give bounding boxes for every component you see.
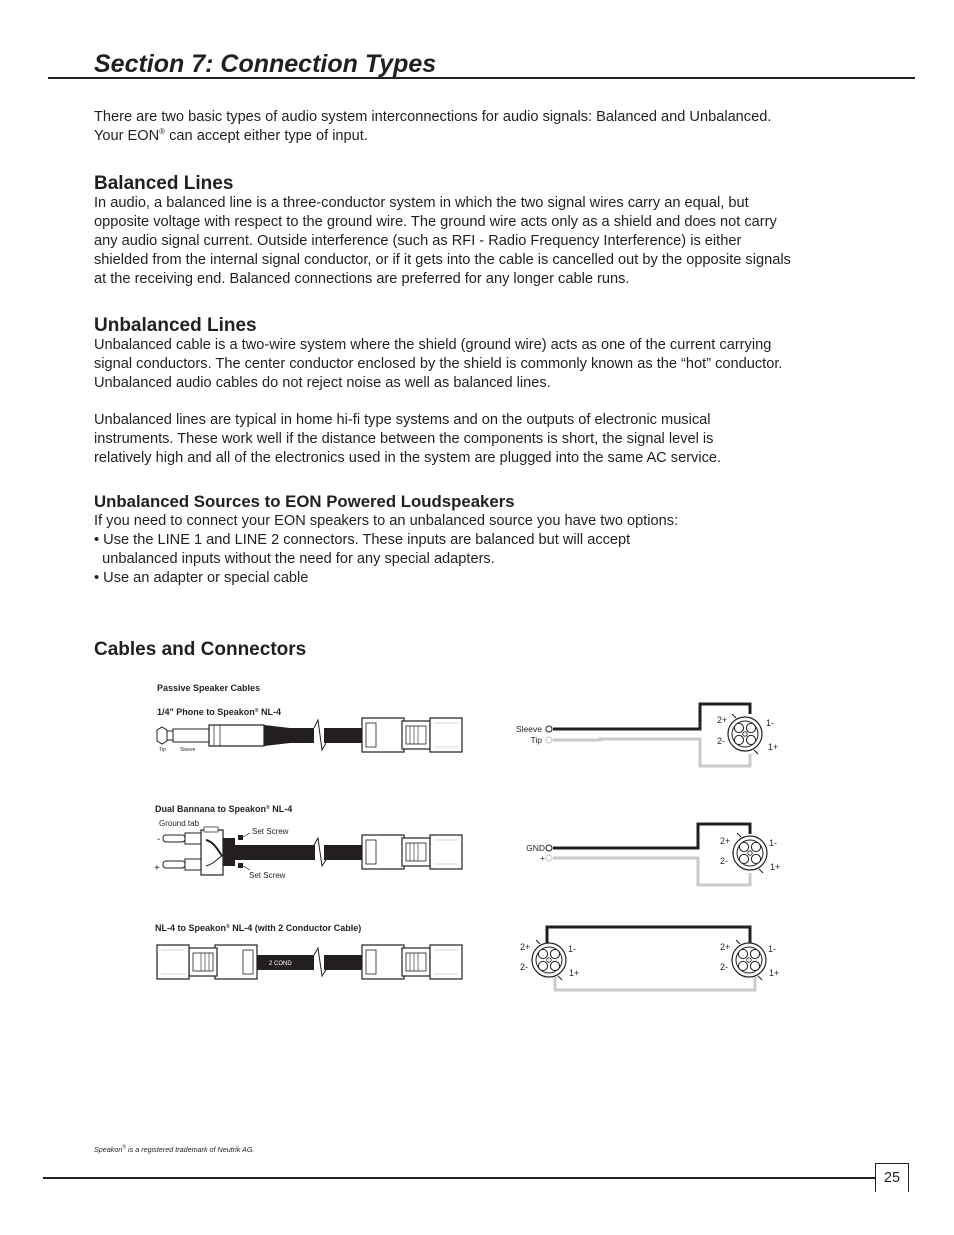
page-number: 25 xyxy=(875,1163,909,1192)
speakon-face xyxy=(732,940,766,980)
registered-mark: ® xyxy=(159,127,166,137)
text-line: opposite voltage with respect to the ground wire. The ground wire acts only as a shield and does not carry xyxy=(94,214,777,230)
minus-label: - xyxy=(157,834,161,845)
pin-label-1minus: 1- xyxy=(766,718,775,728)
pin-label-2minus: 2- xyxy=(717,736,726,746)
bullet-continuation: unbalanced inputs without the need for any special adapters. xyxy=(94,551,495,567)
speakon-nl4-plug xyxy=(362,945,462,979)
sources-heading: Unbalanced Sources to EON Powered Loudspeakers xyxy=(94,492,515,511)
pin-label-2plus: 2+ xyxy=(520,942,531,952)
text-line: instruments. These work well if the distance between the components is short, the signal level is xyxy=(94,431,714,447)
trademark-note xyxy=(94,1145,254,1154)
pin-label-1plus: 1+ xyxy=(569,968,580,978)
speakon-face xyxy=(733,833,767,873)
text-line: If you need to connect your EON speakers to an unbalanced source you have two options: xyxy=(94,513,679,529)
cable3-title: NL-4 to Speakon® NL-4 (with 2 Conductor Cable) xyxy=(155,923,362,933)
cables-heading: Cables and Connectors xyxy=(94,639,307,660)
cable1-jacket xyxy=(290,720,362,750)
text-line: any audio signal current. Outside interference (such as RFI - Radio Frequency Interference) is either xyxy=(94,233,742,249)
wiring1-tip-label: Tip xyxy=(530,735,542,745)
text-line: Unbalanced cable is a two-wire system where the shield (ground wire) acts as one of the current carrying xyxy=(94,337,772,353)
section-title: Section 7: Connection Types xyxy=(94,50,437,78)
speakon-face xyxy=(728,714,762,754)
text-line: Unbalanced lines are typical in home hi-fi type systems and on the outputs of electronic musical xyxy=(94,412,711,428)
cable2-title: Dual Bannana to Speakon® NL-4 xyxy=(155,804,293,814)
speakon-nl4-plug-left xyxy=(157,945,257,979)
set-screw-label-top: Set Screw xyxy=(252,827,289,836)
bullet-item: • Use an adapter or special cable xyxy=(94,570,309,586)
pin-label-2minus: 2- xyxy=(520,962,529,972)
wiring-diagram-3 xyxy=(532,927,766,990)
pin-label-1minus: 1- xyxy=(568,944,577,954)
text-line: shielded from the internal signal conductor, or if it gets into the cable is cancelled out by the opposite signals xyxy=(94,252,791,268)
speakon-nl4-plug xyxy=(362,718,462,752)
wiring1-sleeve-label: Sleeve xyxy=(516,724,542,734)
bullet-item: • Use the LINE 1 and LINE 2 connectors. These inputs are balanced but will accept xyxy=(94,532,631,548)
pin-label-1plus: 1+ xyxy=(769,968,780,978)
cable1-title: 1/4" Phone to Speakon® NL-4 xyxy=(157,707,281,717)
trademark-pre: Speakon xyxy=(94,1145,123,1154)
text-line: Unbalanced audio cables do not reject noise as well as balanced lines. xyxy=(94,375,551,391)
pin-label-1minus: 1- xyxy=(769,838,778,848)
pin-label-2minus: 2- xyxy=(720,856,729,866)
balanced-heading: Balanced Lines xyxy=(94,173,234,194)
text-line: at the receiving end. Balanced connections are preferred for any longer cable runs. xyxy=(94,271,630,287)
pin-label-2minus: 2- xyxy=(720,962,729,972)
text-line: In audio, a balanced line is a three-conductor system in which the two signal wires carry an equal, but xyxy=(94,195,749,211)
sleeve-label: Sleeve xyxy=(180,747,196,753)
text-line: signal conductors. The center conductor enclosed by the shield is commonly known as the “hot” conductor. xyxy=(94,356,783,372)
footer-rule xyxy=(43,1177,875,1179)
pin-label-1plus: 1+ xyxy=(768,742,779,752)
pin-label-1minus: 1- xyxy=(768,944,777,954)
pin-label-2plus: 2+ xyxy=(717,715,728,725)
intro-line-2-post: can accept either type of input. xyxy=(165,128,368,144)
unbalanced-heading: Unbalanced Lines xyxy=(94,315,257,336)
intro-line-1: There are two basic types of audio system interconnections for audio signals: Balanced and Unbalanced. xyxy=(94,109,772,125)
trademark-post: is a registered trademark of Neutrik AG. xyxy=(126,1145,255,1154)
speakon-nl4-plug xyxy=(362,835,462,869)
wiring2-gnd-label: GND xyxy=(526,843,545,853)
passive-cables-title: Passive Speaker Cables xyxy=(157,683,261,693)
wiring-diagram-2 xyxy=(546,824,767,885)
registered-mark: ® xyxy=(122,1144,127,1151)
text-line: relatively high and all of the electronics used in the system are plugged into the same AC service. xyxy=(94,450,722,466)
cond-label: 2 COND xyxy=(269,961,292,967)
ground-tab-label: Ground tab xyxy=(159,819,200,828)
speakon-face xyxy=(532,940,566,980)
pin-label-2plus: 2+ xyxy=(720,836,731,846)
plus-label: + xyxy=(154,863,160,874)
pin-label-1plus: 1+ xyxy=(770,862,781,872)
wiring2-plus-label: + xyxy=(540,853,545,863)
phone-plug xyxy=(157,725,290,746)
pin-label-2plus: 2+ xyxy=(720,942,731,952)
wiring-diagram-1 xyxy=(546,704,762,766)
cable2-jacket xyxy=(235,838,362,866)
intro-line-2-pre: Your EON xyxy=(94,128,160,144)
set-screw-label-bottom: Set Screw xyxy=(249,871,286,880)
tip-label: Tip xyxy=(159,747,166,753)
